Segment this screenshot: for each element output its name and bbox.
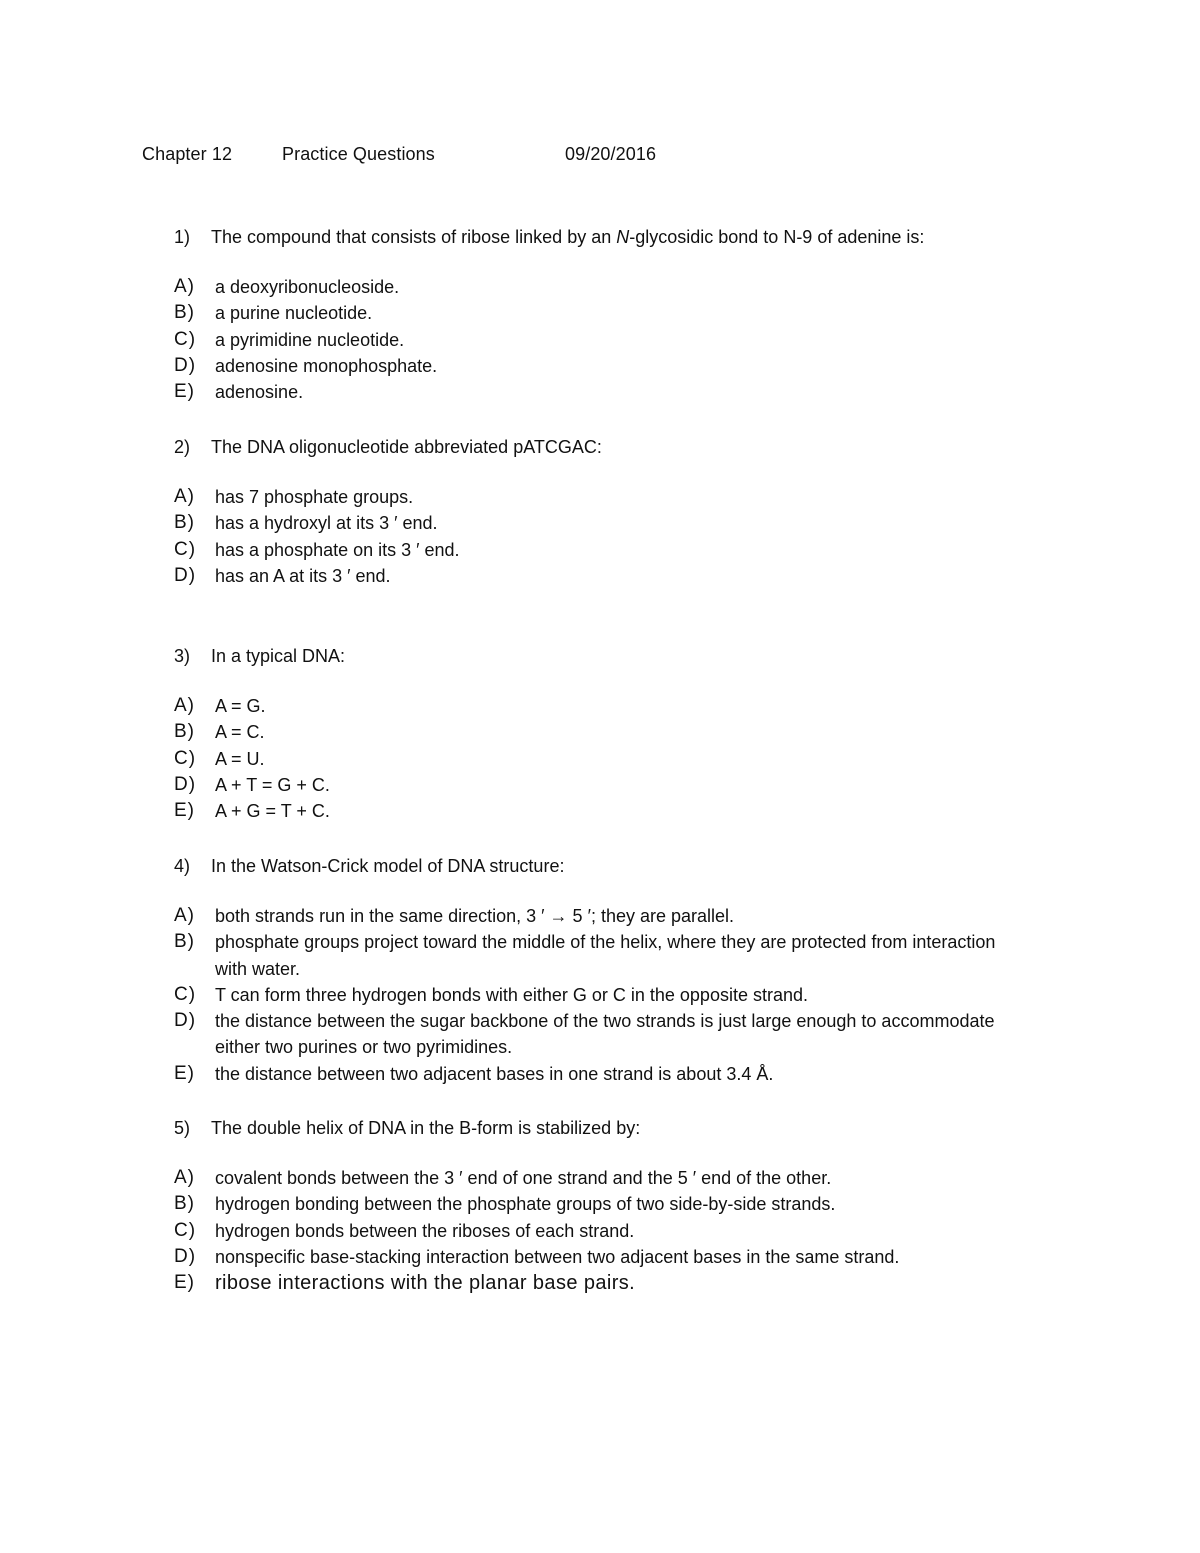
option-text: has 7 phosphate groups. xyxy=(215,487,414,507)
question-text: The DNA oligonucleotide abbreviated pATCGAC: xyxy=(211,437,602,457)
answer-option xyxy=(174,537,1024,563)
option-text: adenosine. xyxy=(215,382,304,403)
option-text: hydrogen bonds between the riboses of each strand. xyxy=(215,1220,635,1241)
chapter-label: Chapter 12 xyxy=(142,144,233,164)
answer-options xyxy=(174,274,1024,405)
option-text: the distance between the sugar backbone of the two strands is just large enough to accommodate either two purines or two pyrimidines. xyxy=(215,1011,995,1058)
option-text: a purine nucleotide. xyxy=(215,303,373,324)
answer-option xyxy=(174,1218,1024,1244)
option-text: phosphate groups project toward the middle of the helix, where they are protected from interaction with water. xyxy=(215,932,996,979)
option-letter: A) xyxy=(174,695,195,716)
option-letter: B) xyxy=(174,302,195,324)
answer-option xyxy=(174,1165,1024,1191)
option-letter: A) xyxy=(174,1167,195,1188)
option-text: both strands run in the same direction, 3 ′ → 5 ′; they are parallel. xyxy=(215,906,735,926)
option-letter: B) xyxy=(174,512,195,534)
option-letter: B) xyxy=(174,721,195,743)
answer-options xyxy=(174,903,1024,1087)
option-text: has an A at its 3 ′ end. xyxy=(215,565,391,586)
option-text: A + G = T + C. xyxy=(215,801,330,822)
question-text: In a typical DNA: xyxy=(211,646,346,666)
option-letter: D) xyxy=(174,773,197,795)
answer-option xyxy=(174,772,1024,798)
option-text: covalent bonds between the 3 ′ end of one strand and the 5 ′ end of the other. xyxy=(215,1168,832,1188)
option-letter: C) xyxy=(174,538,197,560)
answer-options xyxy=(174,693,1024,824)
answer-option xyxy=(174,798,1024,824)
option-letter: B) xyxy=(174,1193,195,1215)
answer-options xyxy=(174,1165,1024,1296)
answer-option xyxy=(174,1191,1024,1217)
answer-option xyxy=(174,379,1024,405)
question-number: 3) xyxy=(174,646,191,666)
option-letter: D) xyxy=(174,354,197,376)
answer-options xyxy=(174,484,1024,589)
option-letter: E) xyxy=(174,1062,195,1084)
option-text: adenosine monophosphate. xyxy=(215,355,438,376)
option-text: ribose interactions with the planar base pairs. xyxy=(215,1272,636,1295)
option-text: T can form three hydrogen bonds with either G or C in the opposite strand. xyxy=(215,984,808,1005)
option-letter: D) xyxy=(174,1245,197,1267)
answer-option xyxy=(174,327,1024,353)
answer-option xyxy=(174,563,1024,589)
option-text: a deoxyribonucleoside. xyxy=(215,277,400,297)
option-letter: A) xyxy=(174,486,195,507)
question-text: The compound that consists of ribose linked by an N-glycosidic bond to N-9 of adenine is: xyxy=(211,227,925,247)
question-number: 5) xyxy=(174,1118,191,1138)
option-letter: C) xyxy=(174,328,197,350)
question-text: The double helix of DNA in the B-form is stabilized by: xyxy=(211,1118,641,1138)
option-letter: E) xyxy=(174,381,195,403)
option-text: A = U. xyxy=(215,748,265,769)
option-text: nonspecific base-stacking interaction between two adjacent bases in the same strand. xyxy=(215,1246,900,1267)
question-text: In the Watson-Crick model of DNA structure: xyxy=(211,856,565,876)
option-text: A = G. xyxy=(215,696,266,716)
document-title: Practice Questions xyxy=(282,144,435,164)
answer-option xyxy=(174,719,1024,745)
option-letter: E) xyxy=(174,800,195,822)
document-date: 09/20/2016 xyxy=(565,144,657,164)
option-letter: A) xyxy=(174,905,195,926)
answer-option xyxy=(174,274,1024,300)
answer-option xyxy=(174,300,1024,326)
option-letter: E) xyxy=(174,1272,195,1294)
answer-option xyxy=(174,1061,1024,1087)
option-letter: B) xyxy=(174,931,195,953)
option-text: has a phosphate on its 3 ′ end. xyxy=(215,539,460,560)
answer-option xyxy=(174,1270,1024,1296)
answer-option xyxy=(174,353,1024,379)
option-text: a pyrimidine nucleotide. xyxy=(215,329,405,350)
answer-option xyxy=(174,903,1024,929)
answer-option xyxy=(174,693,1024,719)
answer-option xyxy=(174,484,1024,510)
answer-option xyxy=(174,1244,1024,1270)
answer-option xyxy=(174,929,1024,982)
answer-option xyxy=(174,746,1024,772)
answer-option xyxy=(174,1008,1024,1061)
question-number: 2) xyxy=(174,437,191,457)
option-text: has a hydroxyl at its 3 ′ end. xyxy=(215,513,438,534)
answer-option xyxy=(174,510,1024,536)
option-letter: A) xyxy=(174,276,195,297)
option-letter: C) xyxy=(174,983,197,1005)
option-text: A = C. xyxy=(215,722,265,743)
option-text: hydrogen bonding between the phosphate groups of two side-by-side strands. xyxy=(215,1194,836,1215)
question-number: 1) xyxy=(174,227,191,247)
option-letter: C) xyxy=(174,747,197,769)
option-letter: C) xyxy=(174,1219,197,1241)
question-number: 4) xyxy=(174,856,191,876)
option-text: the distance between two adjacent bases in one strand is about 3.4 Å. xyxy=(215,1063,774,1084)
option-letter: D) xyxy=(174,564,197,586)
option-letter: D) xyxy=(174,1010,197,1032)
option-text: A + T = G + C. xyxy=(215,774,330,795)
answer-option xyxy=(174,982,1024,1008)
